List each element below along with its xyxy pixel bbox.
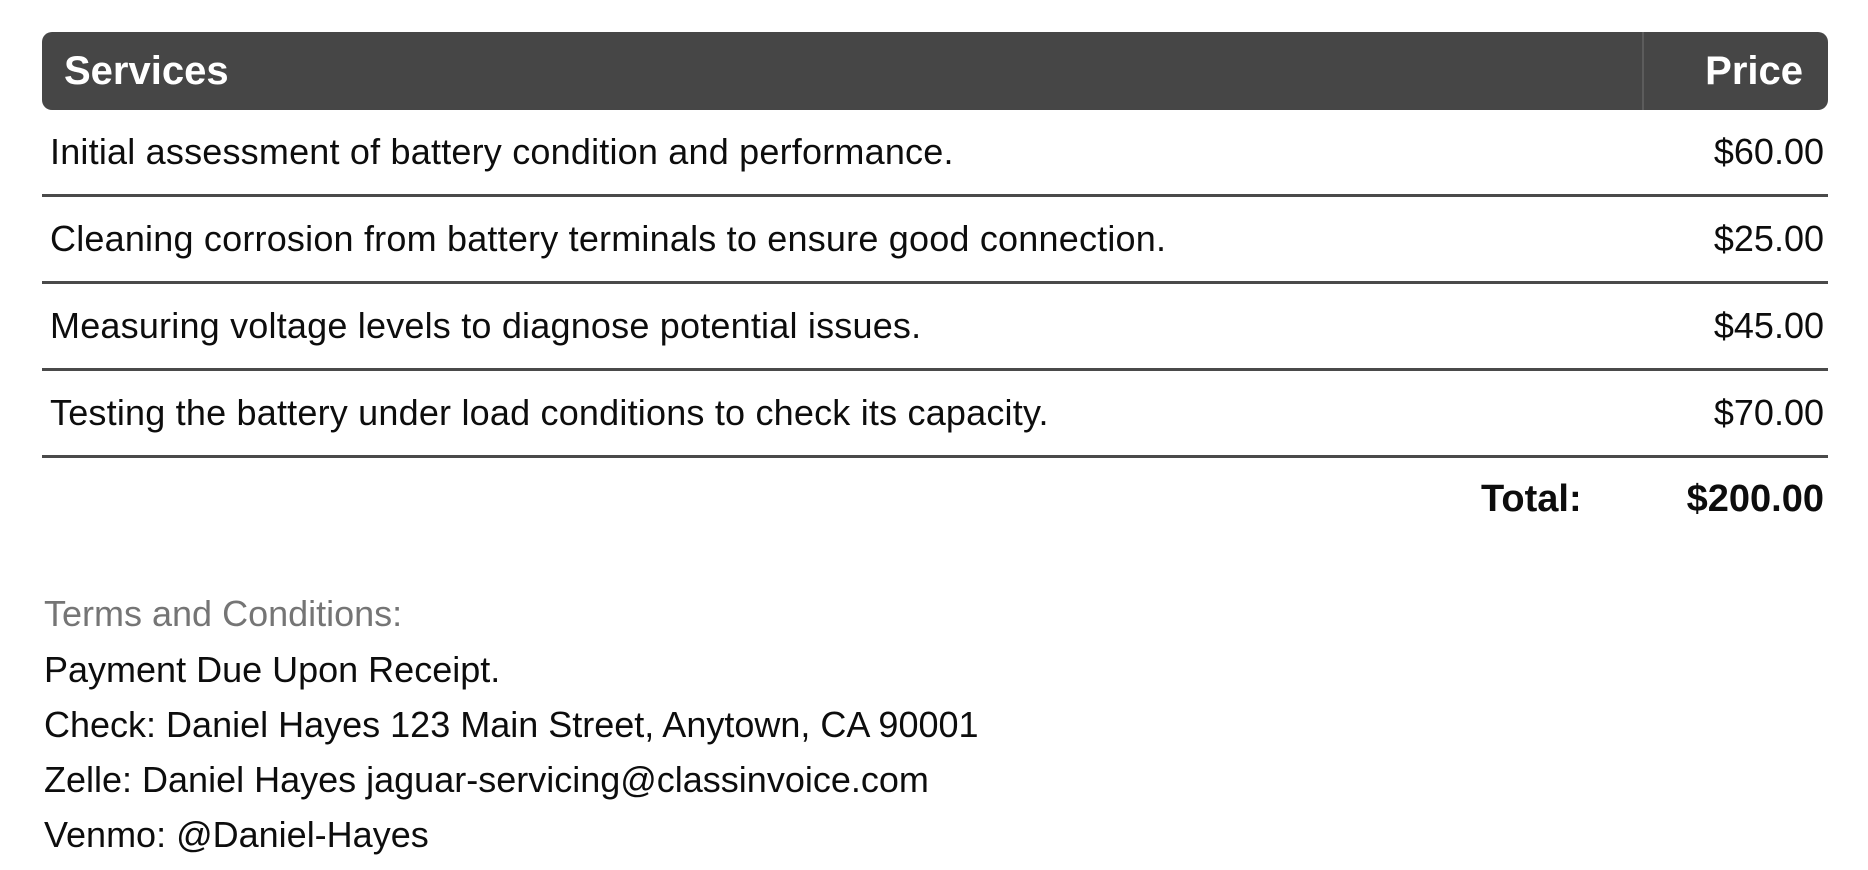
terms-line-check: Check: Daniel Hayes 123 Main Street, Anytown, CA 90001 [44,704,979,745]
total-row [42,458,1828,540]
terms-line-venmo: Venmo: @Daniel-Hayes [44,814,429,855]
service-description-cell: Testing the battery under load conditions to check its capacity. [50,392,1049,433]
service-description-cell: Measuring voltage levels to diagnose potential issues. [50,305,922,346]
service-description-cell: Initial assessment of battery condition and performance. [50,131,954,172]
service-price-cell: $70.00 [1713,392,1824,433]
table-row [42,110,1828,197]
service-price-cell: $45.00 [1713,305,1824,346]
table-row [42,197,1828,284]
price-column-header: Price [1642,32,1828,110]
total-amount: $200.00 [1686,477,1824,520]
terms-heading: Terms and Conditions: [44,593,403,634]
terms-line-zelle: Zelle: Daniel Hayes jaguar-servicing@classinvoice.com [44,759,929,800]
table-row [42,371,1828,458]
service-description-cell: Cleaning corrosion from battery terminals to ensure good connection. [50,218,1167,259]
services-table-header [42,32,1828,110]
service-price-cell: $25.00 [1713,218,1824,259]
table-row [42,284,1828,371]
service-price-cell: $60.00 [1713,131,1824,172]
terms-line-payment-due: Payment Due Upon Receipt. [44,649,501,690]
invoice-document [42,32,1828,862]
services-table-body [42,110,1828,458]
total-label: Total: [1481,477,1582,520]
terms-section [42,586,1828,862]
services-column-header: Services [64,48,229,93]
